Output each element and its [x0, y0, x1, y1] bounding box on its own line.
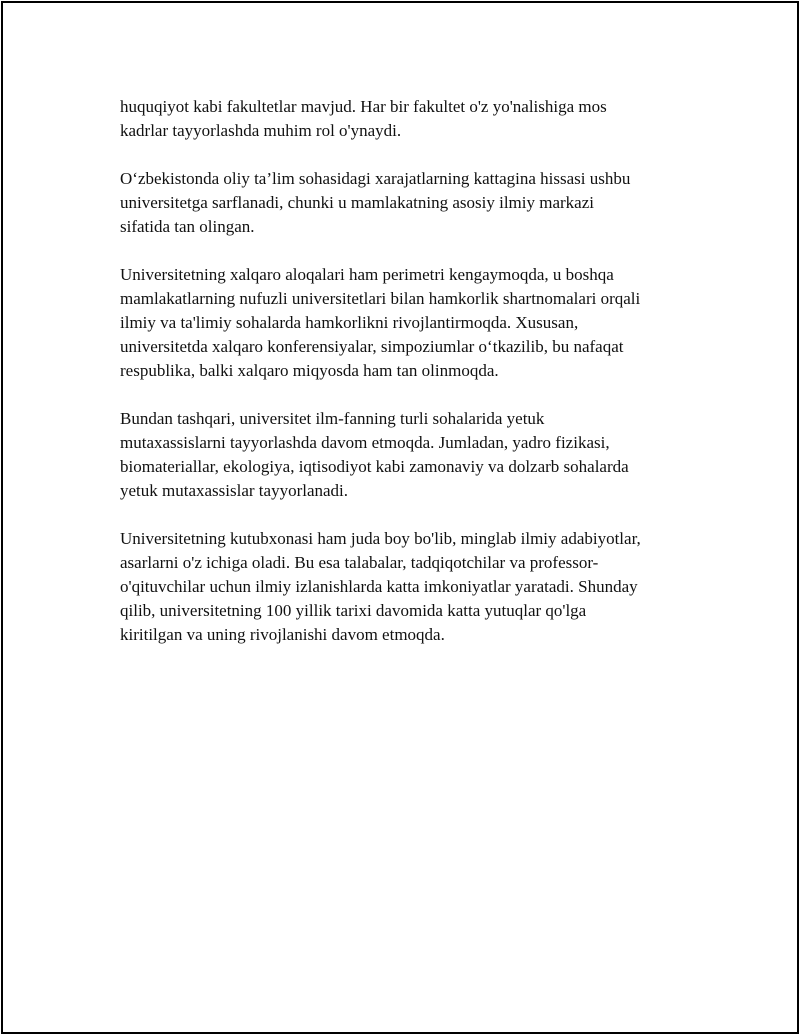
paragraph-expenditure: O‘zbekistonda oliy ta’lim sohasidagi xarajatlarning kattagina hissasi ushbu universitetga sarflanadi, chunki u mamlakatning asosiy ilmiy markazi sifatida tan olingan. — [120, 169, 631, 236]
paragraph-international-relations: Universitetning xalqaro aloqalari ham perimetri kengaymoqda, u boshqa mamlakatlarning nufuzli universitetlari bilan hamkorlik shartnomalari orqali ilmiy va ta'limiy sohalarda hamkorlikni rivojlantirmoqda. Xususan, universitetda xalqaro konferensiyalar, simpoziumlar o‘tkazilib, bu nafaqat respublika, balki xalqaro miqyosda ham tan olinmoqda. — [120, 265, 641, 380]
document-body — [120, 95, 705, 671]
paragraph-faculties: huquqiyot kabi fakultetlar mavjud. Har bir fakultet o'z yo'nalishiga mos kadrlar tayyorlashda muhim rol o'ynaydi. — [120, 97, 607, 140]
paragraph-library: Universitetning kutubxonasi ham juda boy bo'lib, minglab ilmiy adabiyotlar, asarlarni o'z ichiga oladi. Bu esa talabalar, tadqiqotchilar va professor- o'qituvchilar uchun ilmiy izlanishlarda katta imkoniyatlar yaratadi. Shunday qilib, universitetning 100 yillik tarixi davomida katta yutuqlar qo'lga kiritilgan va uning rivojlanishi davom etmoqda. — [120, 529, 641, 644]
page-frame — [1, 1, 799, 1034]
paragraph-specialist-training: Bundan tashqari, universitet ilm-fanning turli sohalarida yetuk mutaxassislarni tayyorlashda davom etmoqda. Jumladan, yadro fizikasi, biomateriallar, ekologiya, iqtisodiyot kabi zamonaviy va dolzarb sohalarda yetuk mutaxassislar tayyorlanadi. — [120, 409, 629, 500]
